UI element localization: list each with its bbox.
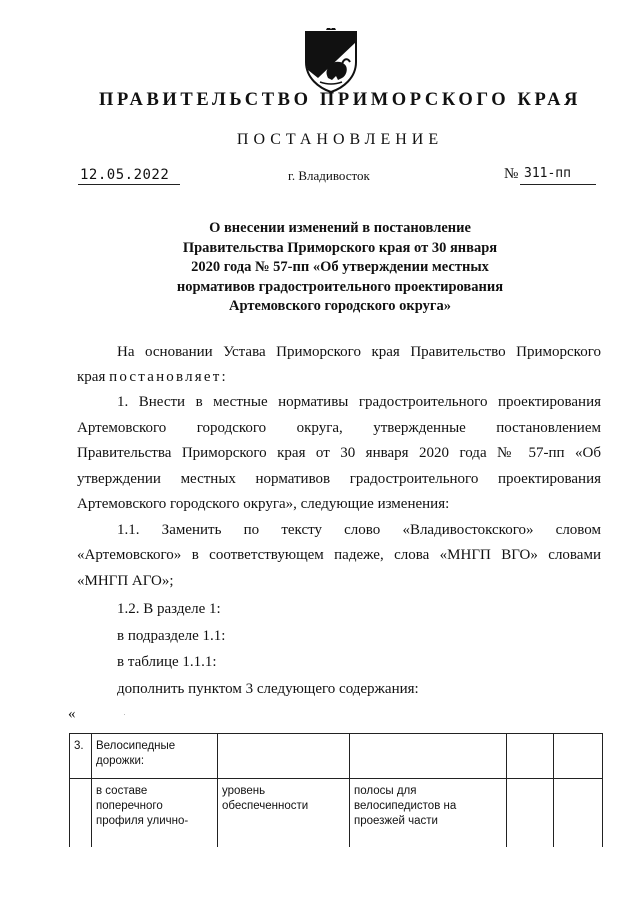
- document-type: ПОСТАНОВЛЕНИЕ: [236, 131, 444, 148]
- paragraph-line: «МНГП АГО»;: [77, 573, 174, 589]
- date-underline: [78, 184, 180, 185]
- scan-speck: [124, 714, 125, 715]
- table-cell: [507, 779, 554, 848]
- table-cell: [507, 734, 554, 779]
- city: г. Владивосток: [288, 168, 370, 183]
- paragraph-line: [77, 369, 228, 386]
- table-cell: [350, 734, 507, 779]
- norms-table: [69, 733, 603, 847]
- paragraph-line: в таблице 1.1.1:: [117, 654, 217, 670]
- paragraph-line: На основании Устава Приморского края Правительство Приморского: [117, 344, 601, 360]
- decree-date: 12.05.2022: [80, 167, 170, 183]
- spaced-text: постановляет:: [109, 369, 228, 385]
- paragraph-line: Артемовского городского округа, утвержденные постановлением: [77, 420, 601, 436]
- table-row: [70, 779, 603, 848]
- paragraph-line: 1. Внести в местные нормативы градостроительного проектирования: [117, 394, 601, 410]
- title-line: Правительства Приморского края от 30 января: [182, 239, 498, 256]
- decree-title: [120, 219, 560, 317]
- paragraph-line: Правительства Приморского края от 30 января 2020 года № 57-пп «Об: [77, 445, 601, 461]
- table-row: [70, 734, 603, 779]
- paragraph-line: утверждении местных нормативов градостроительного проектирования: [77, 471, 601, 487]
- government-name: ПРАВИТЕЛЬСТВО ПРИМОРСКОГО КРАЯ: [98, 90, 581, 110]
- table-cell: [70, 779, 92, 848]
- row-number-cell: 3.: [70, 734, 92, 779]
- indicator-cell: уровень обеспеченности: [218, 779, 350, 848]
- title-line: О внесении изменений в постановление: [209, 220, 471, 236]
- row-name-cell: в составе поперечного профиля улично-: [92, 779, 218, 848]
- coat-of-arms-emblem: [298, 28, 364, 94]
- paragraph-line: 1.1. Заменить по тексту слово «Владивостокского» словом: [117, 522, 601, 538]
- title-line: нормативов градостроительного проектирования: [176, 278, 504, 295]
- text: края: [77, 369, 106, 385]
- row-name-cell: Велосипедные дорожки:: [92, 734, 218, 779]
- paragraph-line: дополнить пунктом 3 следующего содержания:: [117, 681, 419, 697]
- title-line: Артемовского городского округа»: [229, 298, 451, 314]
- paragraph-line: «Артемовского» в соответствующем падеже, слова «МНГП ВГО» словами: [77, 547, 601, 563]
- number-label: №: [504, 166, 519, 182]
- value-cell: полосы для велосипедистов на проезжей части: [350, 779, 507, 848]
- title-line: 2020 года № 57-пп «Об утверждении местных: [191, 259, 489, 275]
- paragraph-line: Артемовского городского округа», следующие изменения:: [77, 496, 450, 512]
- table-cell: [554, 779, 603, 848]
- opening-quote: «: [68, 706, 76, 722]
- table-cell: [554, 734, 603, 779]
- paragraph-line: в подразделе 1.1:: [117, 628, 226, 644]
- paragraph-line: 1.2. В разделе 1:: [117, 601, 221, 617]
- number-underline: [520, 184, 596, 185]
- table-cell: [218, 734, 350, 779]
- decree-number: 311-пп: [524, 166, 571, 181]
